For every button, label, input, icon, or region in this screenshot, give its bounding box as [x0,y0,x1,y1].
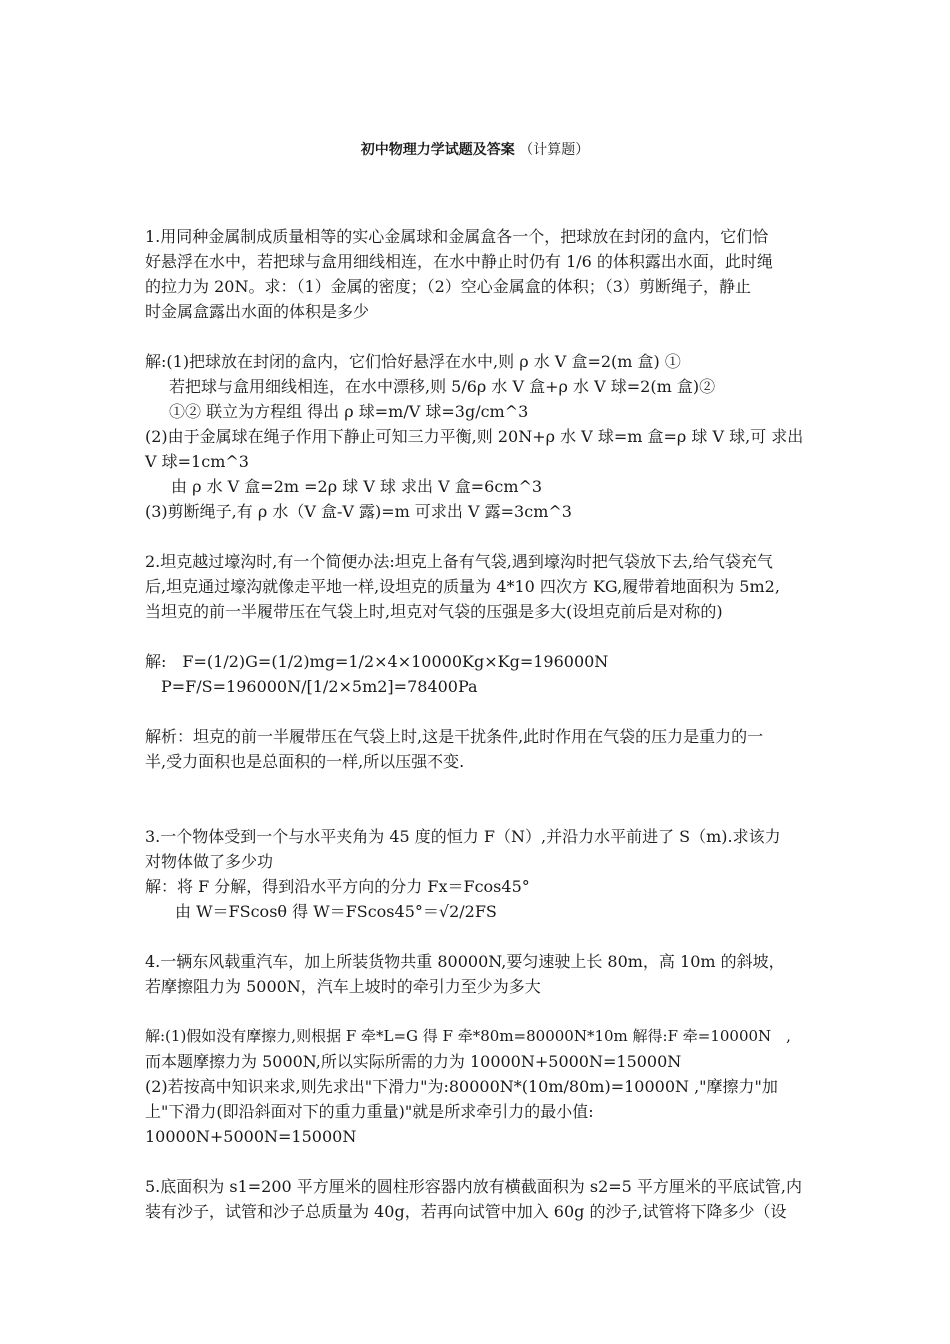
page-title [0,134,950,166]
answer-text-line: V 球=1cm^3 [145,452,249,471]
answer-text-line: 若把球与盒用细线相连，在水中漂移,则 5/6ρ 水 V 盒+ρ 水 V 球=2(m 盒)② [169,377,716,396]
answer-text-line: 解: F=(1/2)G=(1/2)mg=1/2×4×10000Kg×Kg=196000N [145,652,609,671]
paragraph-gap [145,924,810,949]
question-text-line: 当坦克的前一半履带压在气袋上时,坦克对气袋的压强是多大(设坦克前后是对称的) [145,602,723,621]
question-5 [145,1174,810,1224]
answer-3 [145,874,810,924]
question-1 [145,224,810,324]
answer-2 [145,649,810,699]
paragraph-gap [145,624,810,649]
question-text-line: 若摩擦阻力为 5000N，汽车上坡时的牵引力至少为多大 [145,977,541,996]
analysis-text-line: 解析：坦克的前一半履带压在气袋上时,这是干扰条件,此时作用在气袋的压力是重力的一 [145,727,764,746]
paragraph-gap [145,324,810,349]
question-text-line: 时金属盒露出水面的体积是多少 [145,302,370,321]
question-text-line: 的拉力为 20N。求：（1）金属的密度；（2）空心金属盒的体积；（3）剪断绳子，静止 [145,277,751,296]
answer-text-line: (2)若按高中知识来求,则先求出"下滑力"为:80000N*(10m/80m)=10000N ,"摩擦力"加 [145,1077,778,1096]
answer-text-line: 解:(1)把球放在封闭的盒内，它们恰好悬浮在水中,则 ρ 水 V 盒=2(m 盒) ① [145,352,681,371]
question-text-line: 4.一辆东风载重汽车，加上所装货物共重 80000N,要匀速驶上长 80m，高 10m 的斜坡， [145,952,785,971]
analysis-2 [145,724,810,774]
answer-text-line: ①② 联立为方程组 得出 ρ 球=m/V 球=3g/cm^3 [169,402,529,421]
analysis-text-line: 半,受力面积也是总面积的一样,所以压强不变. [145,752,465,771]
question-text-line: 5.底面积为 s1=200 平方厘米的圆柱形容器内放有横截面积为 s2=5 平方厘米的平底试管,内 [145,1177,803,1196]
paragraph-gap [145,699,810,724]
answer-text-line: 由 W＝FScosθ 得 W＝FScos45°＝√2/2FS [175,902,497,921]
answer-text-line: 而本题摩擦力为 5000N,所以实际所需的力为 10000N+5000N=15000N [145,1052,682,1071]
paragraph-gap [145,999,810,1024]
answer-1 [145,349,810,524]
answer-text-line: (2)由于金属球在绳子作用下静止可知三力平衡,则 20N+ρ 水 V 球=m 盒=ρ 球 V 球,可 求出 [145,427,804,446]
paragraph-gap [145,1149,810,1174]
answer-text-line: 解：将 F 分解，得到沿水平方向的分力 Fx＝Fcos45° [145,877,530,896]
question-text-line: 对物体做了多少功 [145,852,274,871]
paragraph-gap [145,524,810,549]
answer-text-line: 由 ρ 水 V 盒=2m =2ρ 球 V 球 求出 V 盒=6cm^3 [171,477,543,496]
answer-text-line: 10000N+5000N=15000N [145,1127,357,1146]
question-4 [145,949,810,999]
answer-text-line: 解:(1)假如没有摩擦力,则根据 F 牵*L=G 得 F 牵*80m=80000N*10m 解得:F 牵=10000N , [145,1027,791,1045]
question-text-line: 2.坦克越过壕沟时,有一个简便办法:坦克上备有气袋,遇到壕沟时把气袋放下去,给气袋充气 [145,552,773,571]
answer-text-line: P=F/S=196000N/[1/2×5m2]=78400Pa [161,677,478,696]
question-text-line: 好悬浮在水中，若把球与盒用细线相连，在水中静止时仍有 1/6 的体积露出水面，此时绳 [145,252,773,271]
question-2 [145,549,810,624]
question-text-line: 装有沙子，试管和沙子总质量为 40g，若再向试管中加入 60g 的沙子,试管将下降多少（设 [145,1202,787,1221]
answer-4 [145,1024,810,1149]
question-text-line: 1.用同种金属制成质量相等的实心金属球和金属盒各一个，把球放在封闭的盒内，它们恰 [145,227,769,246]
title-main: 初中物理力学试题及答案 [360,142,515,158]
title-sub: （计算题） [519,142,590,158]
question-3 [145,824,810,874]
document-body [145,224,810,1224]
question-text-line: 后,坦克通过壕沟就像走平地一样,设坦克的质量为 4*10 四次方 KG,履带着地面积为 5m2, [145,577,780,596]
answer-text-line: 上"下滑力(即沿斜面对下的重力重量)"就是所求牵引力的最小值: [145,1102,594,1121]
question-text-line: 3.一个物体受到一个与水平夹角为 45 度的恒力 F（N）,并沿力水平前进了 S（m).求该力 [145,827,781,846]
paragraph-gap [145,774,810,824]
answer-text-line: (3)剪断绳子,有 ρ 水（V 盒-V 露)=m 可求出 V 露=3cm^3 [145,502,572,521]
